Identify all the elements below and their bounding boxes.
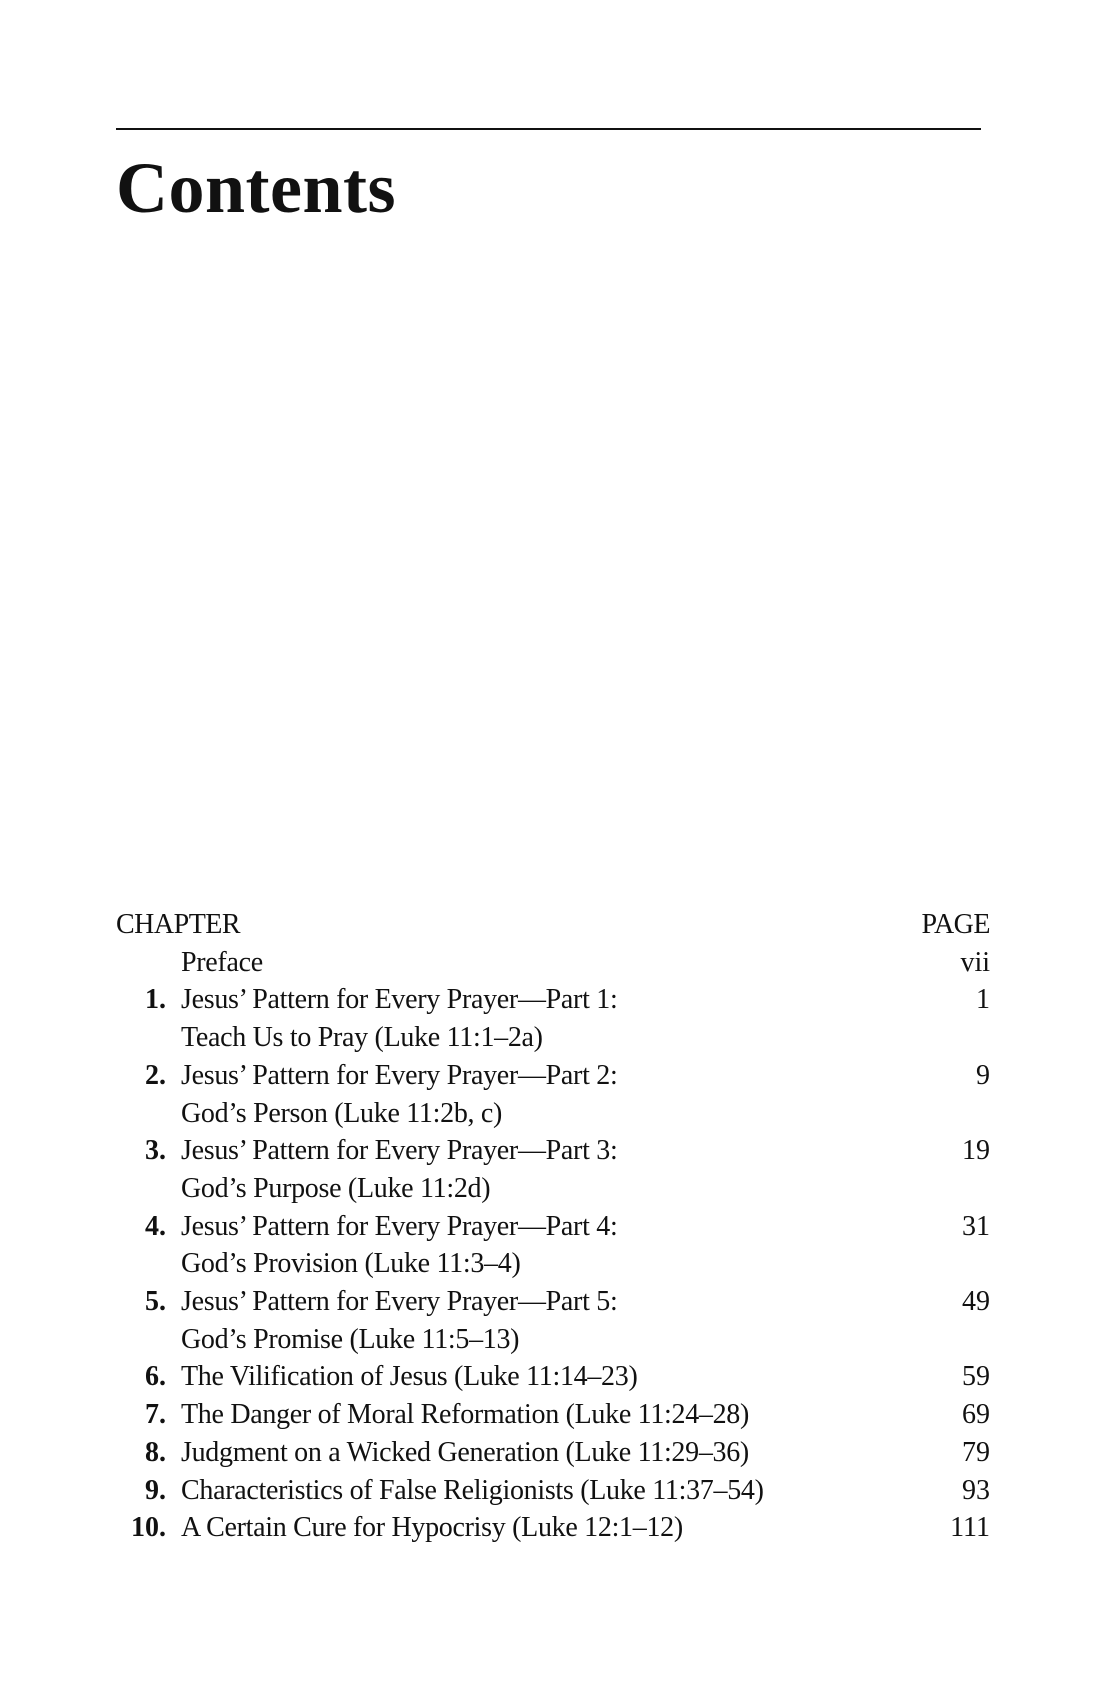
page-number: vii xyxy=(960,946,990,978)
chapter-title-line: The Vilification of Jesus (Luke 11:14–23) xyxy=(181,1361,638,1393)
page-number: 31 xyxy=(962,1210,990,1242)
title-rule xyxy=(116,128,981,130)
chapter-number: 10. xyxy=(131,1512,166,1544)
page-number: 93 xyxy=(962,1474,990,1506)
chapter-title xyxy=(181,1472,885,1510)
toc-entry-8 xyxy=(116,1434,990,1472)
toc-entry-9 xyxy=(116,1472,990,1510)
page-number: 49 xyxy=(962,1286,990,1318)
page-number: 9 xyxy=(976,1059,990,1091)
chapter-title-line: Characteristics of False Religionists (Luke 11:37–54) xyxy=(181,1474,764,1506)
chapter-number: 2. xyxy=(145,1059,166,1091)
chapter-number: 9. xyxy=(145,1474,166,1506)
chapter-title xyxy=(181,1358,885,1396)
chapter-number: 4. xyxy=(145,1210,166,1242)
page-number: 19 xyxy=(962,1135,990,1167)
chapter-title-line: Jesus’ Pattern for Every Prayer—Part 3: xyxy=(181,1135,618,1167)
page-number: 69 xyxy=(962,1399,990,1431)
page-number: 111 xyxy=(950,1512,990,1544)
chapter-title-line-2: God’s Person (Luke 11:2b, c) xyxy=(181,1097,503,1129)
chapter-title-line: A Certain Cure for Hypocrisy (Luke 12:1–12) xyxy=(181,1512,683,1544)
page-number: 79 xyxy=(962,1436,990,1468)
chapter-column-label: CHAPTER xyxy=(116,909,241,940)
toc-entry-preface xyxy=(116,944,990,982)
toc-entry-6 xyxy=(116,1358,990,1396)
page-number: 1 xyxy=(976,984,990,1016)
chapter-title-line: Jesus’ Pattern for Every Prayer—Part 4: xyxy=(181,1210,618,1242)
chapter-title xyxy=(181,1208,885,1283)
toc-entry-7 xyxy=(116,1396,990,1434)
chapter-number: 5. xyxy=(145,1286,166,1318)
toc-entry-1 xyxy=(116,981,990,1056)
toc-entry-3 xyxy=(116,1132,990,1207)
chapter-title xyxy=(181,1057,885,1132)
chapter-title-line-2: God’s Provision (Luke 11:3–4) xyxy=(181,1248,521,1280)
chapter-title-line-2: God’s Purpose (Luke 11:2d) xyxy=(181,1172,491,1204)
chapter-title-line-2: God’s Promise (Luke 11:5–13) xyxy=(181,1323,520,1355)
chapter-title xyxy=(181,944,885,982)
toc-entry-4 xyxy=(116,1208,990,1283)
chapter-title xyxy=(181,1434,885,1472)
chapter-title xyxy=(181,1396,885,1434)
toc-entry-5 xyxy=(116,1283,990,1358)
chapter-title-line: The Danger of Moral Reformation (Luke 11:24–28) xyxy=(181,1399,750,1431)
chapter-title-line-2: Teach Us to Pray (Luke 11:1–2a) xyxy=(181,1022,543,1054)
chapter-title xyxy=(181,1509,885,1547)
table-of-contents xyxy=(116,906,990,1547)
chapter-title xyxy=(181,1283,885,1358)
chapter-title-line: Judgment on a Wicked Generation (Luke 11:29–36) xyxy=(181,1436,749,1468)
chapter-number: 7. xyxy=(145,1399,166,1431)
chapter-number: 3. xyxy=(145,1135,166,1167)
chapter-number: 8. xyxy=(145,1436,166,1468)
chapter-title-line: Jesus’ Pattern for Every Prayer—Part 5: xyxy=(181,1286,618,1318)
chapter-title xyxy=(181,981,885,1056)
page-number: 59 xyxy=(962,1361,990,1393)
chapter-title-line: Jesus’ Pattern for Every Prayer—Part 2: xyxy=(181,1059,618,1091)
toc-entry-2 xyxy=(116,1057,990,1132)
toc-header xyxy=(116,906,990,944)
chapter-title xyxy=(181,1132,885,1207)
chapter-number: 1. xyxy=(145,984,166,1016)
chapter-title-line: Jesus’ Pattern for Every Prayer—Part 1: xyxy=(181,984,618,1016)
chapter-number: 6. xyxy=(145,1361,166,1393)
page-title: Contents xyxy=(116,148,397,228)
toc-entry-10 xyxy=(116,1509,990,1547)
chapter-title-line: Preface xyxy=(181,946,263,978)
page-column-label: PAGE xyxy=(921,909,990,940)
